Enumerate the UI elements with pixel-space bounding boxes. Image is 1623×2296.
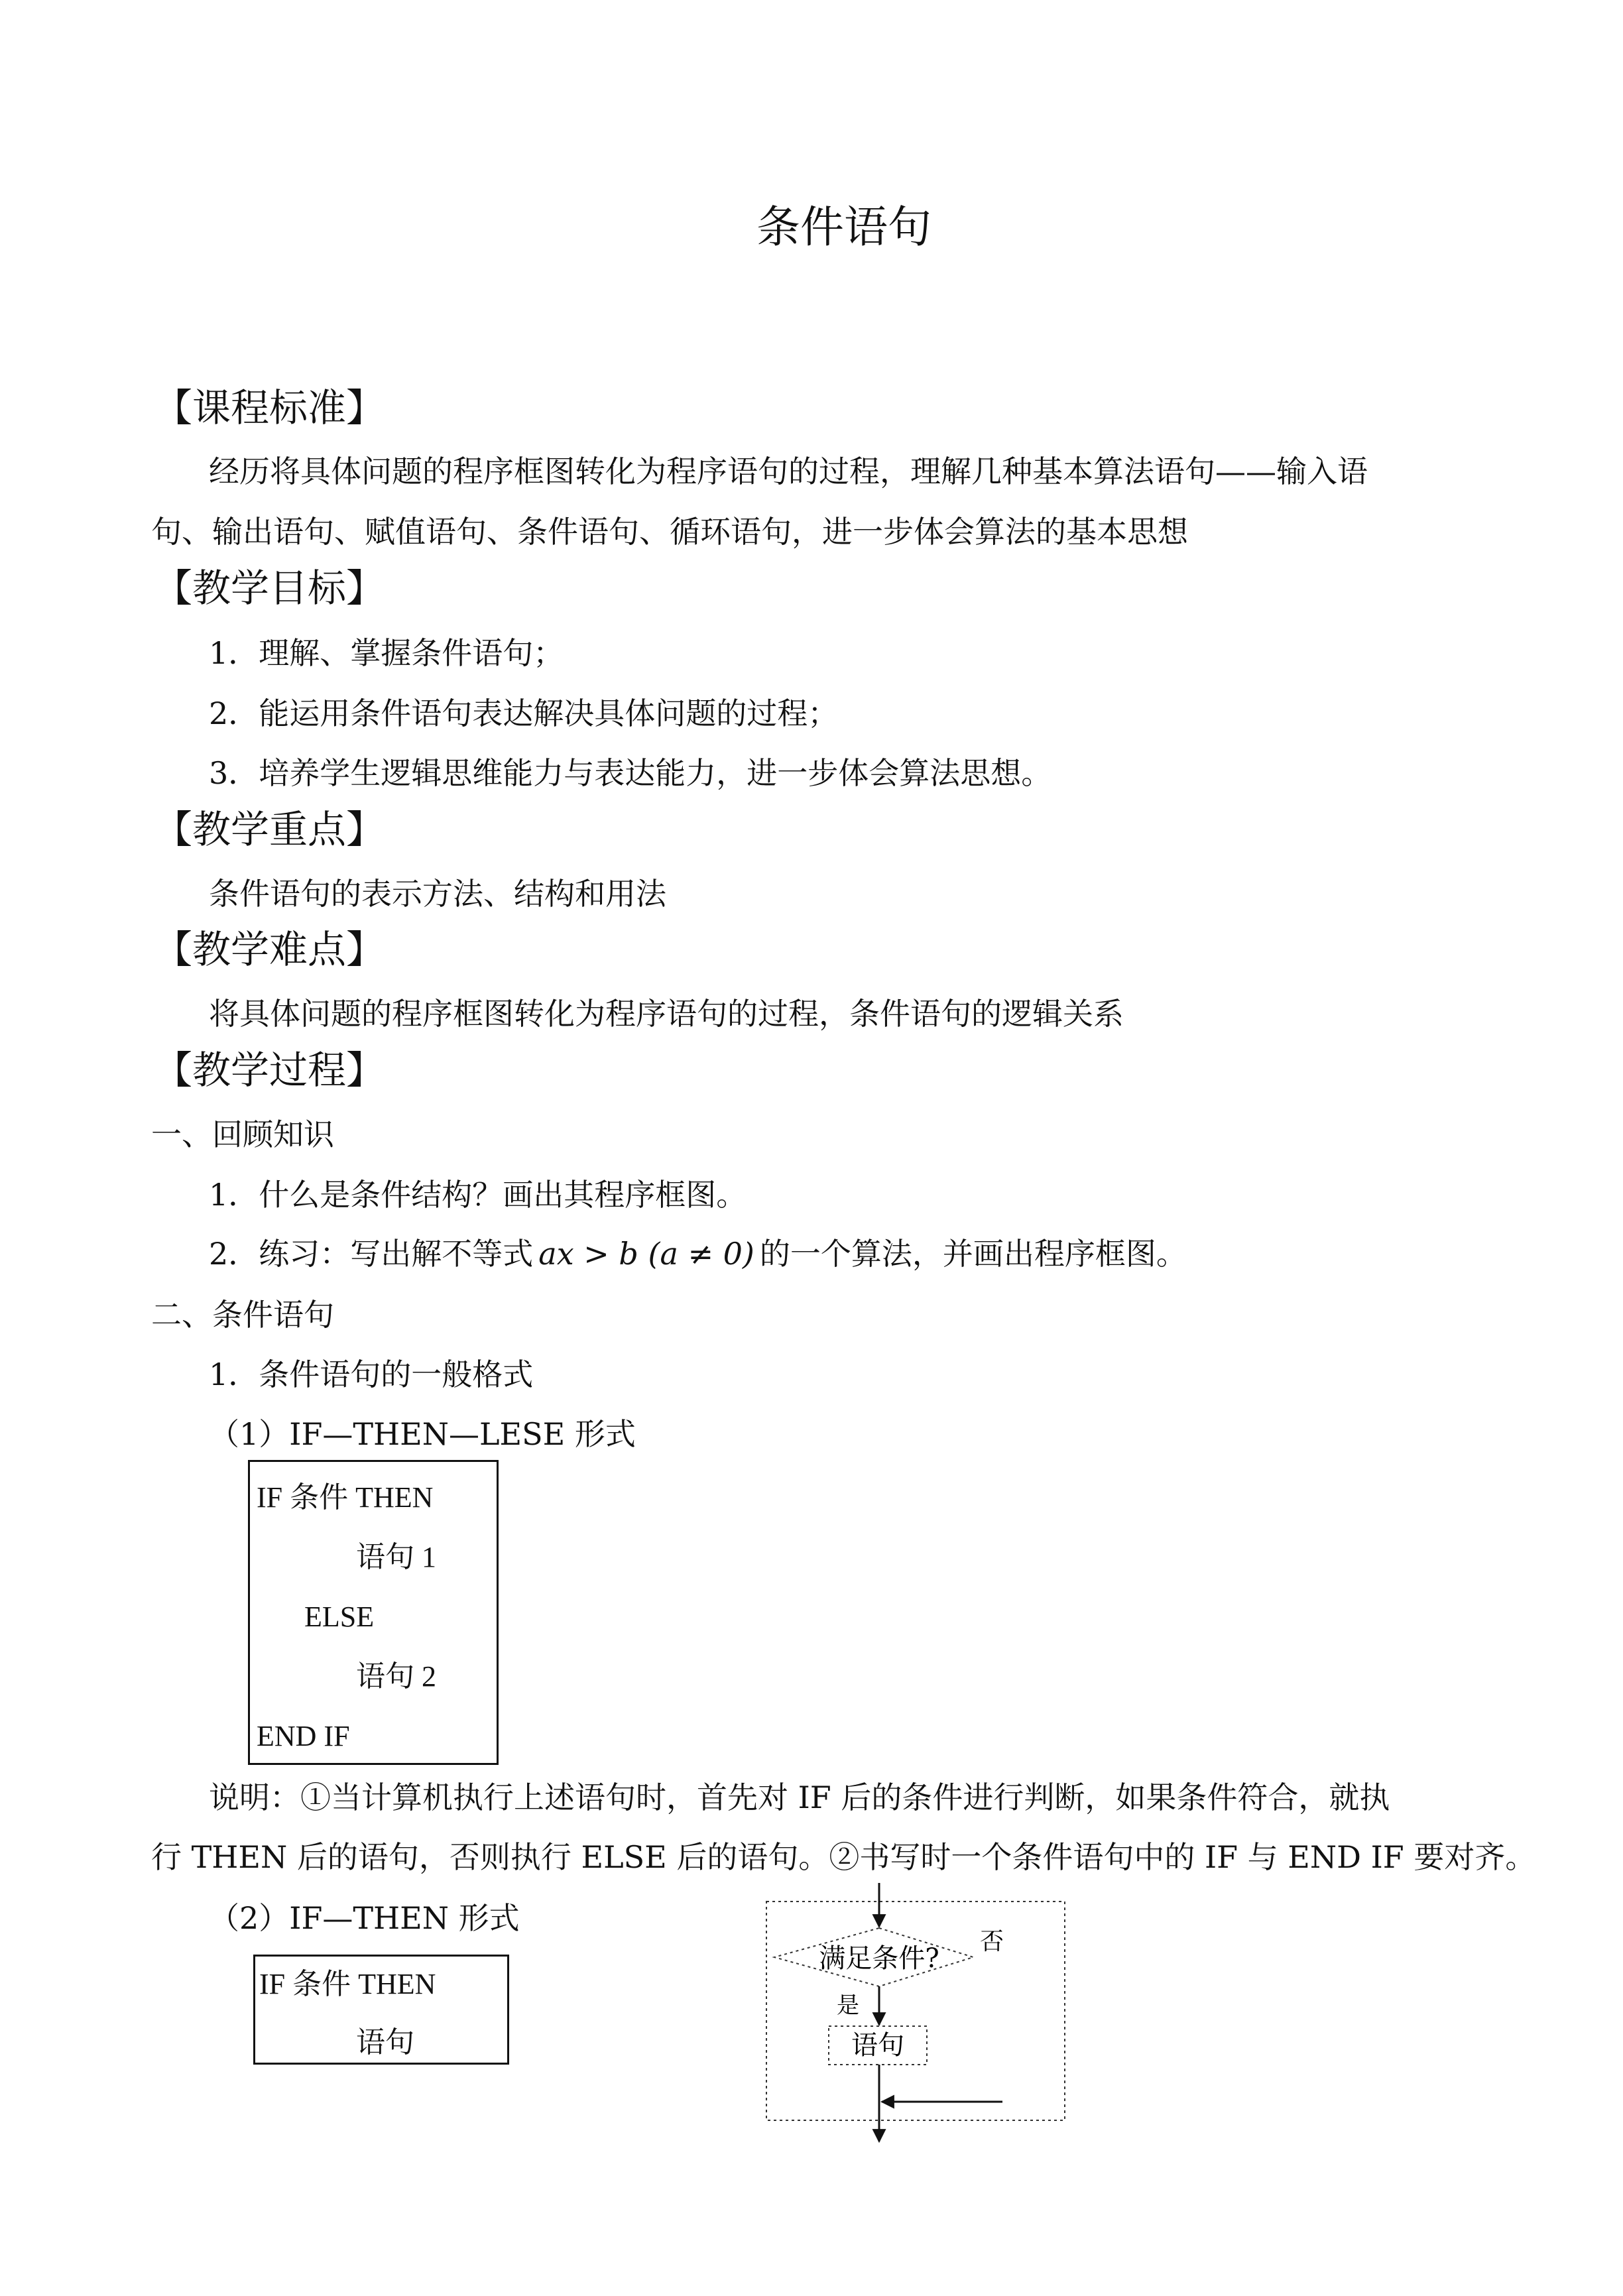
code-line: IF 条件 THEN — [257, 1481, 434, 1514]
heading-teaching-process: 【教学过程】 — [154, 1048, 385, 1093]
form-label: （2）IF—THEN 形式 — [209, 1900, 520, 1936]
page-title: 条件语句 — [756, 202, 932, 253]
list-item — [209, 1236, 1187, 1272]
heading-key-points: 【教学重点】 — [154, 807, 385, 852]
form-label: （1）IF—THEN—LESE 形式 — [209, 1416, 636, 1452]
section-title: 一、回顾知识 — [151, 1117, 334, 1152]
heading-teaching-goals: 【教学目标】 — [154, 566, 385, 611]
statement-label: 语句 — [851, 2030, 904, 2061]
question-prefix: 2．练习：写出解不等式 — [209, 1236, 534, 1272]
code-line: 语句 — [356, 2026, 414, 2059]
heading-curriculum-standard: 【课程标准】 — [154, 385, 385, 430]
flowchart-dashed-frame — [766, 1902, 1065, 2120]
question-suffix: 的一个算法，并画出程序框图。 — [759, 1236, 1187, 1272]
code-line: END IF — [257, 1720, 350, 1752]
list-item: 1．什么是条件结构？画出其程序框图。 — [209, 1177, 747, 1213]
list-item: 3．培养学生逻辑思维能力与表达能力，进一步体会算法思想。 — [209, 755, 1052, 791]
yes-label: 是 — [837, 1992, 859, 2019]
paragraph-line: 条件语句的表示方法、结构和用法 — [209, 876, 666, 912]
code-line: ELSE — [304, 1601, 375, 1633]
paragraph-line: 经历将具体问题的程序框图转化为程序语句的过程，理解几种基本算法语句——输入语 — [209, 453, 1368, 489]
heading-difficulties: 【教学难点】 — [154, 927, 385, 972]
code-box-if-then — [253, 1955, 509, 2065]
note-line: 行 THEN 后的语句，否则执行 ELSE 后的语句。②书写时一个条件语句中的 IF 与 END IF 要对齐。 — [151, 1839, 1536, 1875]
paragraph-line: 句、输出语句、赋值语句、条件语句、循环语句，进一步体会算法的基本思想 — [151, 514, 1188, 550]
code-line: 语句 1 — [356, 1541, 436, 1573]
section-title: 二、条件语句 — [151, 1297, 334, 1333]
note-line: 说明：①当计算机执行上述语句时，首先对 IF 后的条件进行判断，如果条件符合，就执 — [209, 1780, 1390, 1815]
inequality-formula: ax > b (a ≠ 0) — [538, 1236, 754, 1272]
code-line: IF 条件 THEN — [259, 1968, 436, 2000]
paragraph-line: 将具体问题的程序框图转化为程序语句的过程，条件语句的逻辑关系 — [209, 996, 1124, 1032]
code-box-if-then-else — [248, 1460, 499, 1765]
list-item: 2．能运用条件语句表达解决具体问题的过程； — [209, 695, 839, 731]
condition-label: 满足条件? — [819, 1943, 939, 1974]
subsection-title: 1．条件语句的一般格式 — [209, 1357, 534, 1392]
list-item: 1．理解、掌握条件语句； — [209, 635, 564, 671]
if-then-flowchart — [756, 1883, 1074, 2148]
code-line: 语句 2 — [356, 1660, 436, 1693]
no-label: 否 — [980, 1928, 1004, 1955]
